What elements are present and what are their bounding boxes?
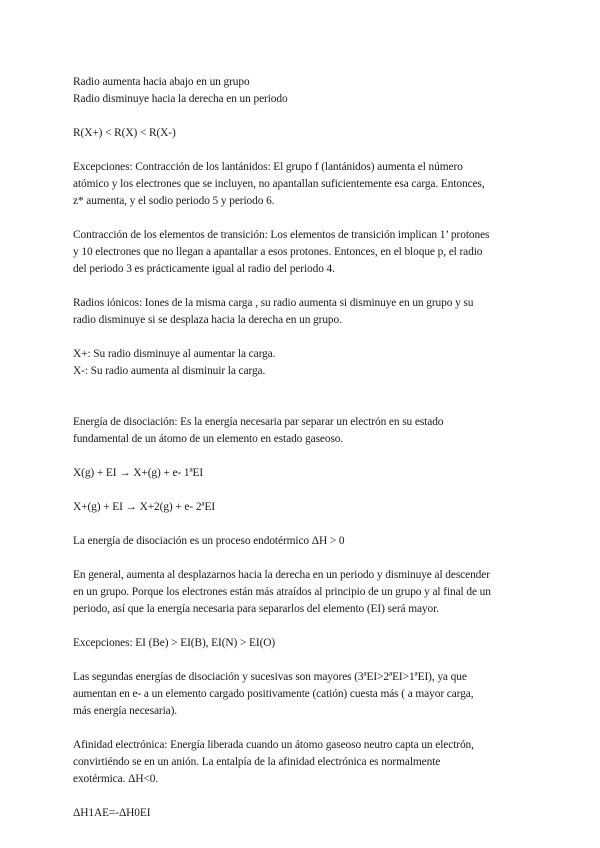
paragraph-general-trend (73, 567, 533, 618)
text-line: fundamental de un átomo de un elemento en estado gaseoso. (73, 433, 344, 445)
text-line: aumentan en e- a un elemento cargado positivamente (catión) cuesta más ( a mayor carga, (73, 688, 474, 700)
equation-second-ei (73, 499, 533, 516)
text-line: en un grupo. Porque los electrones están más atraídos al principio de un grupo y al final de un (73, 586, 491, 598)
text-line: Radio aumenta hacia abajo en un grupo (73, 76, 250, 88)
text-line: ΔH1AE=-ΔH0EI (73, 807, 151, 819)
paragraph-ionic-radii (73, 295, 533, 329)
text-line: X(g) + EI → X+(g) + e- 1ªEI (73, 467, 204, 479)
paragraph-dissociation-energy (73, 414, 533, 448)
text-line: Radios iónicos: Iones de la misma carga , su radio aumenta si disminuye en un grupo y su (73, 297, 474, 309)
text-line: Excepciones: EI (Be) > EI(B), EI(N) > EI(O) (73, 637, 276, 649)
text-line: radio disminuye si se desplaza hacia la derecha en un grupo. (73, 314, 342, 326)
paragraph-ei-exceptions (73, 635, 533, 652)
equation-affinity-enthalpy (73, 805, 533, 822)
paragraph-transition-contraction (73, 227, 533, 278)
text-line: y 10 electrones que no llegan a apantallar a esos protones. Entonces, en el bloque p, el radio (73, 246, 483, 258)
text-line: Energía de disociación: Es la energía necesaria par separar un electrón en su estado (73, 416, 444, 428)
text-line: Excepciones: Contracción de los lantánidos: El grupo f (lantánidos) aumenta el número (73, 161, 463, 173)
text-line: z* aumenta, y el sodio periodo 5 y periodo 6. (73, 195, 275, 207)
text-line: X+: Su radio disminuye al aumentar la carga. (73, 348, 276, 360)
text-line: X-: Su radio aumenta al disminuir la carga. (73, 365, 266, 377)
document-body (73, 74, 533, 839)
text-line: periodo, así que la energía necesaria para separarlos del elemento (EI) será mayor. (73, 603, 439, 615)
text-line: Las segundas energías de disociación y sucesivas son mayores (3ªEI>2ªEI>1ªEI), ya que (73, 671, 467, 683)
text-line: Afinidad electrónica: Energía liberada cuando un átomo gaseoso neutro capta un electrón, (73, 739, 474, 751)
equation-first-ei (73, 465, 533, 482)
blank-line (73, 397, 533, 414)
text-line: Radio disminuye hacia la derecha en un periodo (73, 93, 288, 105)
text-line: R(X+) < R(X) < R(X-) (73, 127, 176, 139)
paragraph-radio-inequality (73, 125, 533, 142)
paragraph-electron-affinity (73, 737, 533, 788)
text-line: del periodo 3 es prácticamente igual al radio del periodo 4. (73, 263, 335, 275)
text-line: Contracción de los elementos de transición: Los elementos de transición implican 1’ protones (73, 229, 490, 241)
text-line: más energía necesaria). (73, 705, 178, 717)
paragraph-lanthanide-contraction (73, 159, 533, 210)
paragraph-radio-trend (73, 74, 533, 108)
text-line: En general, aumenta al desplazarnos hacia la derecha en un periodo y disminuye al descender (73, 569, 490, 581)
text-line: convirtiéndo se en un anión. La entalpía de la afinidad electrónica es normalmente (73, 756, 441, 768)
text-line: atómico y los electrones que se incluyen, no apantallan suficientemente esa carga. Entonces, (73, 178, 485, 190)
paragraph-endothermic (73, 533, 533, 550)
text-line: La energía de disociación es un proceso endotérmico ΔH > 0 (73, 535, 345, 547)
text-line: X+(g) + EI → X+2(g) + e- 2ªEI (73, 501, 216, 513)
paragraph-ion-charges (73, 346, 533, 380)
text-line: exotérmica. ΔH<0. (73, 773, 159, 785)
paragraph-successive-energies (73, 669, 533, 720)
